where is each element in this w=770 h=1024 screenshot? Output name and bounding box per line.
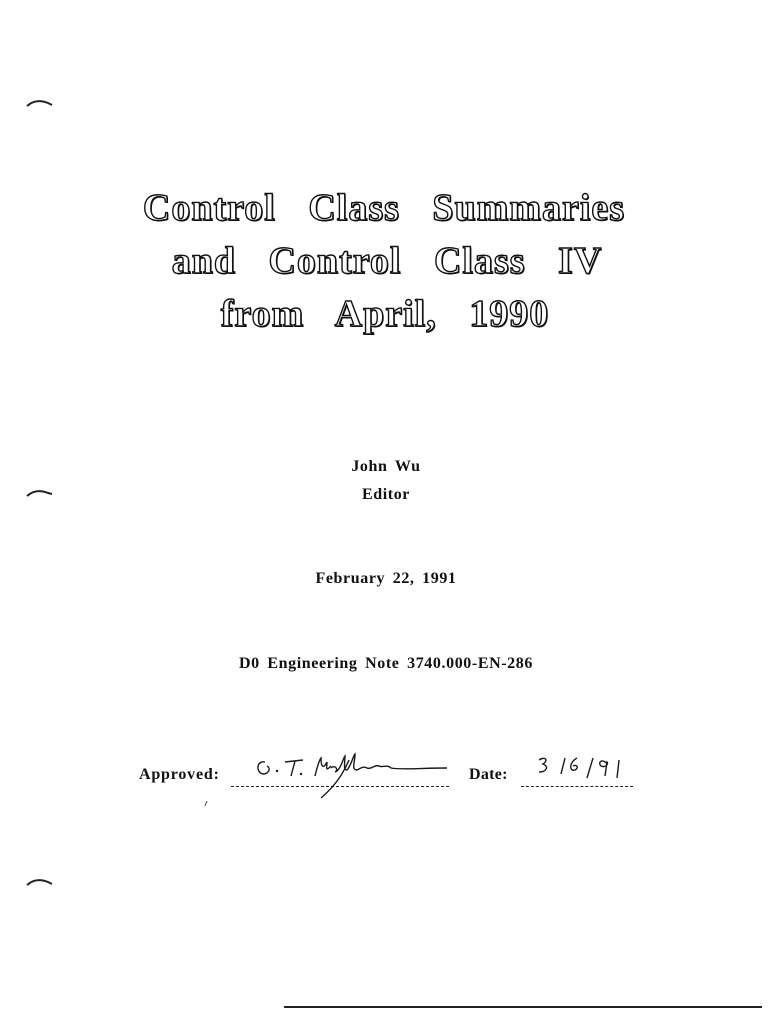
approved-label: Approved: <box>139 766 220 783</box>
margin-mark-bottom <box>26 875 56 889</box>
author-name: John Wu <box>351 458 421 475</box>
margin-mark-top <box>26 96 56 110</box>
title-line-2: and Control Class IV <box>171 240 603 282</box>
engineering-note-number: D0 Engineering Note 3740.000-EN-286 <box>239 655 533 672</box>
approval-date-label: Date: <box>469 766 508 783</box>
title-line-1: Control Class Summaries <box>142 187 626 229</box>
handwritten-signature <box>251 752 481 804</box>
handwritten-date <box>535 754 635 788</box>
document-date: February 22, 1991 <box>315 570 457 587</box>
stray-mark <box>203 800 209 808</box>
author-role: Editor <box>361 486 411 503</box>
approval-line <box>139 760 639 810</box>
bottom-rule <box>284 1006 762 1008</box>
title-line-3: from April, 1990 <box>220 293 550 335</box>
